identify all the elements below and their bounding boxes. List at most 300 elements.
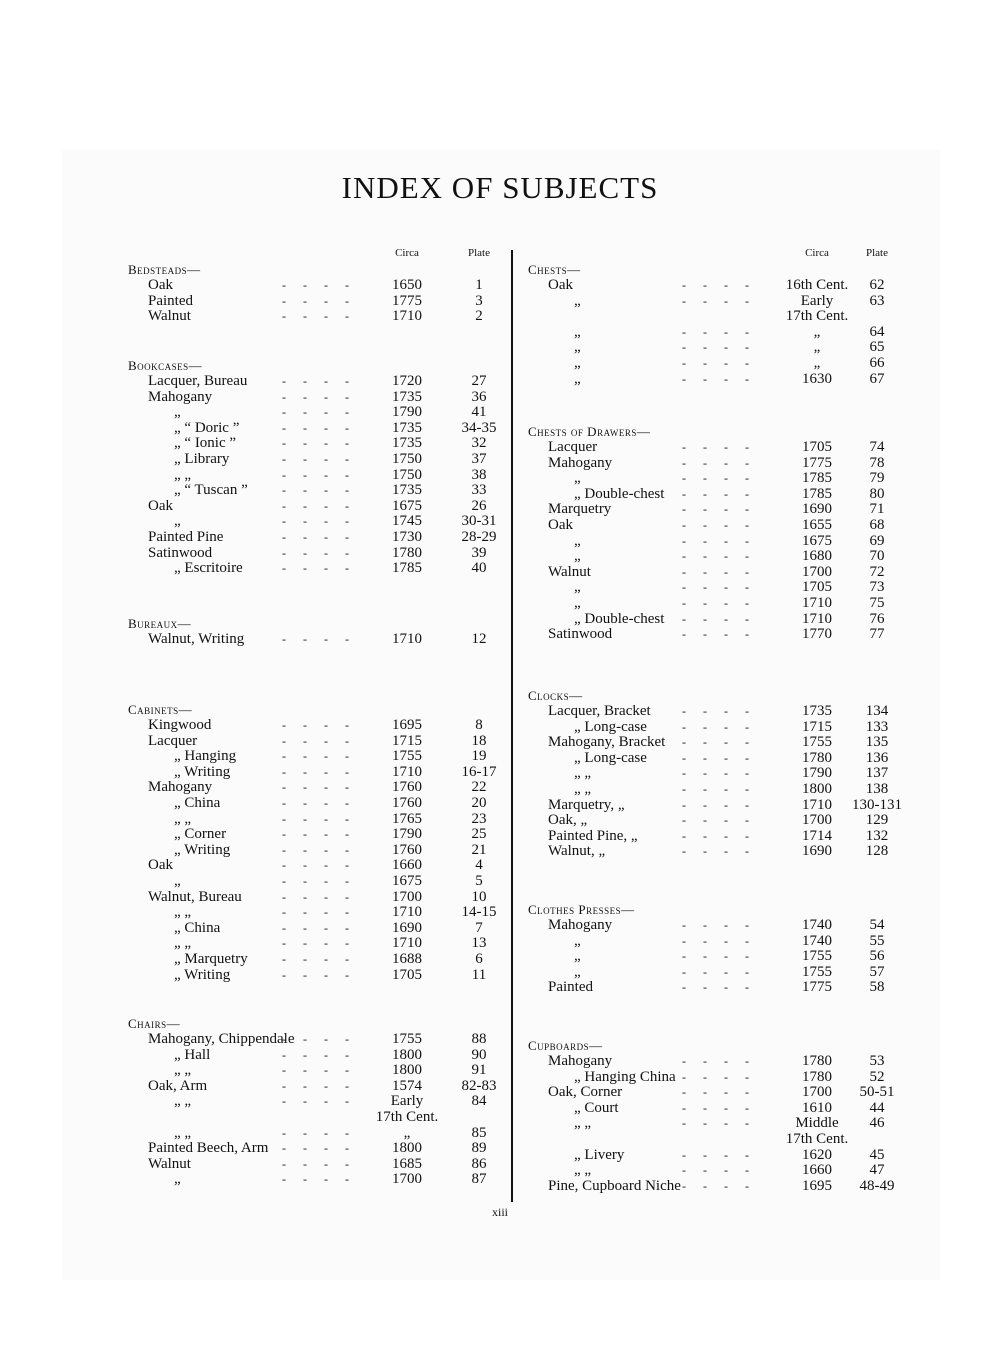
entry-circa: 1775 [802,979,832,996]
entry-circa: 1735 [392,435,422,452]
index-entry [128,278,506,294]
entry-circa: 1695 [392,717,422,733]
section-title: Bureaux— [128,616,192,631]
entry-label: Walnut [148,1155,191,1172]
index-entry [128,390,506,406]
entry-label: Mahogany [548,454,613,471]
entry-circa: Middle [795,1115,839,1132]
leader-dashes: - - - - [682,1163,756,1178]
leader-dashes: - - - - [682,340,756,355]
circa-header: Circa [395,247,419,259]
entry-plate: 79 [869,470,885,487]
entry-circa: 1705 [802,579,832,596]
leader-dashes: - - - - [282,889,356,904]
entry-plate: 56 [869,948,885,965]
leader-dashes: - - - - [682,293,756,308]
index-section [528,424,906,643]
entry-label: Painted [148,292,193,309]
index-entry [528,372,906,388]
entry-plate: 68 [869,516,885,533]
leader-dashes: - - - - [282,764,356,779]
index-entry [128,514,506,530]
leader-dashes: - - - - [282,733,356,748]
entry-plate: 67 [869,370,885,387]
circa-header: Circa [805,247,829,259]
leader-dashes: - - - - [682,918,756,932]
entry-label: Lacquer [548,439,598,455]
entry-label: „ [574,548,581,565]
index-entry [128,561,506,577]
entry-label: Lacquer [148,732,198,749]
entry-plate: 28-29 [461,528,497,545]
entry-circa: 1755 [392,1031,422,1047]
leader-dashes: - - - - [282,1156,356,1171]
entry-label: „ „ [174,935,192,952]
column-divider [511,250,513,1202]
leader-dashes: - - - - [682,797,756,812]
entry-label: „ „ [174,810,192,827]
index-entry [128,530,506,546]
index-entry [128,421,506,437]
index-entry [128,1110,506,1126]
entry-circa: 1780 [802,749,832,766]
entry-circa: 1790 [802,765,832,782]
column-header [528,246,906,260]
entry-label: „ [174,404,181,421]
entry-label: Marquetry, „ [548,796,625,813]
entry-label: Kingwood [148,717,212,733]
entry-plate: 90 [471,1046,487,1063]
index-entry [128,452,506,468]
leader-dashes: - - - - [682,440,756,454]
entry-label: „ Long-case [574,749,647,766]
entry-plate: 53 [869,1053,885,1069]
index-entry [128,632,506,648]
leader-dashes: - - - - [682,933,756,948]
entry-label: „ Escritoire [174,560,243,577]
index-entry [128,890,506,906]
entry-plate: 87 [471,1171,487,1188]
entry-circa: 1785 [802,485,832,502]
index-entry [528,766,906,782]
entry-plate: 46 [869,1115,885,1132]
entry-circa: 1675 [802,532,832,549]
section-title: Clocks— [528,688,583,703]
entry-label: „ „ [574,780,592,797]
entry-label: Oak [548,516,573,533]
index-entry [128,905,506,921]
index-entry [128,718,506,734]
entry-plate: 44 [869,1099,885,1116]
entry-plate: 7 [475,919,483,936]
entry-label: Mahogany, Bracket [548,734,666,751]
entry-circa: 1735 [392,482,422,499]
entry-label: „ Writing [174,763,231,780]
entry-plate: 16-17 [461,763,497,780]
leader-dashes: - - - - [282,514,356,529]
entry-label: Oak, „ [548,812,588,829]
index-entry [128,1048,506,1064]
entry-circa: 1780 [802,1068,832,1085]
leader-dashes: - - - - [682,704,756,718]
entry-label: „ [574,579,581,596]
entry-label: „ “ Doric ” [174,419,240,436]
entry-plate: 41 [471,404,487,421]
entry-circa: 1800 [392,1046,422,1063]
leader-dashes: - - - - [282,451,356,466]
entry-circa: 1760 [392,841,422,858]
entry-label: Lacquer, Bracket [548,703,651,719]
entry-circa: 1760 [392,794,422,811]
entry-circa: 1710 [392,308,422,325]
entry-plate: 128 [865,843,889,860]
index-section [528,262,906,387]
entry-label: „ Hanging China [574,1068,676,1085]
leader-dashes: - - - - [682,735,756,750]
entry-label: Mahogany [148,779,213,796]
entry-plate: 47 [869,1162,885,1179]
entry-circa: 1700 [802,812,832,829]
entry-plate: 135 [865,734,889,751]
entry-plate: 10 [471,888,487,905]
leader-dashes: - - - - [282,278,356,292]
leader-dashes: - - - - [282,1032,356,1046]
leader-dashes: - - - - [682,844,756,859]
entry-circa: 17th Cent. [375,1108,439,1125]
entry-plate: 2 [475,308,483,325]
leader-dashes: - - - - [682,595,756,610]
entry-label: „ [574,948,581,965]
entry-plate: 64 [869,323,885,340]
leader-dashes: - - - - [282,389,356,404]
entry-circa: 1655 [802,516,832,533]
entry-plate: 40 [471,560,487,577]
index-entry [528,456,906,472]
leader-dashes: - - - - [282,483,356,498]
index-section [128,702,506,983]
index-entry [128,309,506,325]
index-entry [528,844,906,860]
entry-plate: 70 [869,548,885,565]
entry-label: Oak, Corner [548,1084,623,1101]
entry-circa: 1800 [392,1140,422,1157]
entry-plate: 8 [475,717,483,733]
entry-plate: 82-83 [461,1077,497,1094]
entry-label: „ „ [574,1115,592,1132]
entry-plate: 74 [869,439,885,455]
column-header [128,246,506,260]
leader-dashes: - - - - [282,936,356,951]
entry-label: „ [174,1171,181,1188]
entry-label: „ „ [174,1093,192,1110]
index-entry [528,487,906,503]
leader-dashes: - - - - [282,1063,356,1078]
entry-circa: 1690 [802,843,832,860]
index-entry [128,1063,506,1079]
entry-plate: 50-51 [859,1084,895,1101]
page-number: xiii [491,1205,508,1219]
entry-label: Oak [148,277,173,293]
entry-label: „ [174,513,181,530]
entry-label: „ Double-chest [574,610,665,627]
entry-plate: 48-49 [859,1177,895,1194]
index-section [528,688,906,860]
leader-dashes: - - - - [282,951,356,966]
entry-label: „ Hanging [174,748,237,765]
entry-circa: 1680 [802,548,832,565]
entry-plate: 26 [471,497,487,514]
entry-circa: 1720 [392,373,422,389]
entry-circa: 1750 [392,450,422,467]
leader-dashes: - - - - [682,750,756,765]
index-entry [528,918,906,934]
index-section [528,1038,906,1194]
leader-dashes: - - - - [682,627,756,642]
leader-dashes: - - - - [682,719,756,734]
leader-dashes: - - - - [282,632,356,646]
entry-plate: 86 [471,1155,487,1172]
entry-plate: 5 [475,872,483,889]
entry-label: Painted Beech, Arm [148,1140,269,1157]
leader-dashes: - - - - [682,766,756,781]
index-entry [528,1054,906,1070]
entry-circa: 1710 [392,935,422,952]
entry-label: Marquetry [548,501,612,518]
leader-dashes: - - - - [282,545,356,560]
entry-circa: „ [403,1124,411,1141]
entry-plate: 73 [869,579,885,596]
entry-label: „ Library [174,450,230,467]
right-column [528,246,906,1194]
entry-label: Walnut, „ [548,843,606,860]
leader-dashes: - - - - [682,580,756,595]
entry-label: „ Writing [174,966,231,983]
section-title: Cabinets— [128,702,193,717]
index-entry [128,843,506,859]
entry-plate: 1 [475,277,483,293]
leader-dashes: - - - - [282,436,356,451]
leader-dashes: - - - - [282,1172,356,1187]
entry-plate: 76 [869,610,885,627]
index-section [128,616,506,648]
leader-dashes: - - - - [682,1100,756,1115]
index-entry [528,949,906,965]
entry-plate: 133 [865,718,889,735]
entry-label: Mahogany, Chippendale [148,1031,295,1047]
leader-dashes: - - - - [682,278,756,292]
entry-circa: 1760 [392,779,422,796]
leader-dashes: - - - - [682,324,756,339]
page-title: INDEX OF SUBJECTS [341,170,659,205]
entry-label: Walnut, Bureau [148,888,242,905]
leader-dashes: - - - - [682,781,756,796]
leader-dashes: - - - - [282,467,356,482]
entry-plate: 20 [471,794,487,811]
entry-label: „ “ Ionic ” [174,435,237,452]
entry-label: Painted Pine, „ [548,827,638,844]
entry-label: „ China [174,919,221,936]
index-entry [528,980,906,996]
entry-circa: 16th Cent. [785,277,849,293]
index-entry [528,356,906,372]
entry-circa: 1700 [392,888,422,905]
leader-dashes: - - - - [682,964,756,979]
leader-dashes: - - - - [682,949,756,964]
entry-circa: 1715 [392,732,422,749]
leader-dashes: - - - - [682,533,756,548]
entry-label: „ Corner [174,826,227,843]
entry-plate: 38 [471,466,487,483]
entry-circa: 1705 [392,966,422,983]
entry-label: Lacquer, Bureau [148,373,248,389]
entry-label: „ Marquetry [174,950,248,967]
index-entry [128,436,506,452]
entry-plate: 65 [869,339,885,356]
entry-circa: 1750 [392,466,422,483]
entry-circa: 1690 [802,501,832,518]
index-entry [528,704,906,720]
entry-plate: 129 [865,812,889,829]
entry-circa: 1650 [392,277,422,293]
entry-plate: 39 [471,544,487,561]
leader-dashes: - - - - [282,1078,356,1093]
entry-plate: 4 [475,857,483,874]
leader-dashes: - - - - [682,1178,756,1193]
entry-plate: 84 [471,1093,487,1110]
entry-label: „ [574,354,581,371]
entry-label: „ “ Tuscan ” [174,482,248,499]
entry-label: „ [574,532,581,549]
index-entry [528,735,906,751]
entry-circa: 1710 [392,631,422,647]
entry-circa: 17th Cent. [785,1130,849,1147]
index-entry [528,309,906,325]
entry-circa: 1690 [392,919,422,936]
plate-header: Plate [866,247,888,259]
section-title: Chests of Drawers— [528,424,651,439]
entry-plate: 22 [471,779,487,796]
index-entry [528,1132,906,1148]
entry-plate: 45 [869,1146,885,1163]
leader-dashes: - - - - [682,1069,756,1084]
left-column [128,246,506,1188]
leader-dashes: - - - - [282,780,356,795]
leader-dashes: - - - - [282,529,356,544]
leader-dashes: - - - - [682,502,756,517]
entry-circa: 1755 [802,948,832,965]
entry-plate: 75 [869,594,885,611]
index-entry [128,294,506,310]
entry-label: „ [574,370,581,387]
entry-label: „ Long-case [574,718,647,735]
leader-dashes: - - - - [282,1094,356,1109]
entry-circa: 1770 [802,626,832,643]
entry-plate: 91 [471,1062,487,1079]
index-entry [128,499,506,515]
leader-dashes: - - - - [682,980,756,995]
entry-circa: 1780 [802,1053,832,1069]
index-entry [528,294,906,310]
entry-circa: 1685 [392,1155,422,1172]
entry-circa: 1700 [802,563,832,580]
entry-circa: 1800 [802,780,832,797]
index-entry [128,1172,506,1188]
entry-circa: 1775 [802,454,832,471]
entry-circa: 1745 [392,513,422,530]
entry-circa: 1700 [802,1084,832,1101]
entry-label: „ Livery [574,1146,625,1163]
entry-circa: Early [390,1093,424,1110]
entry-circa: 1714 [802,827,832,844]
leader-dashes: - - - - [282,1125,356,1140]
entry-label: Walnut [548,563,591,580]
entry-circa: 1710 [802,594,832,611]
index-section [128,262,506,325]
entry-plate: 62 [869,277,885,293]
entry-circa: 1735 [802,703,832,719]
entry-label: Painted Pine [148,528,224,545]
entry-circa: 1740 [802,932,832,949]
entry-circa: „ [813,323,821,340]
index-section [128,358,506,577]
index-entry [128,749,506,765]
leader-dashes: - - - - [282,309,356,324]
leader-dashes: - - - - [282,293,356,308]
entry-circa: 17th Cent. [785,308,849,325]
leader-dashes: - - - - [282,967,356,982]
index-entry [128,936,506,952]
entry-circa: 1675 [392,872,422,889]
entry-plate: 25 [471,826,487,843]
entry-circa: 1620 [802,1146,832,1163]
leader-dashes: - - - - [282,561,356,576]
index-entry [128,765,506,781]
entry-circa: 1710 [802,796,832,813]
section-title: Chairs— [128,1016,181,1031]
entry-plate: 23 [471,810,487,827]
entry-plate: 132 [865,827,889,844]
entry-plate: 18 [471,732,487,749]
entry-plate: 136 [865,749,889,766]
leader-dashes: - - - - [282,842,356,857]
entry-plate: 52 [869,1068,885,1085]
plate-header: Plate [468,247,490,259]
entry-label: „ [574,339,581,356]
index-entry [528,1085,906,1101]
index-entry [128,1157,506,1173]
entry-label: „ China [174,794,221,811]
index-entry [528,518,906,534]
entry-circa: 1735 [392,419,422,436]
leader-dashes: - - - - [682,549,756,564]
entry-plate: 54 [869,917,885,933]
entry-label: Mahogany [548,1053,613,1069]
entry-plate: 21 [471,841,487,858]
entry-label: Walnut [148,308,191,325]
section-title: Bedsteads— [128,262,201,277]
entry-label: Pine, Cupboard Niche [548,1177,681,1194]
entry-plate: 66 [869,354,885,371]
entry-circa: 1755 [802,963,832,980]
entry-plate: 137 [865,765,889,782]
entry-label: „ „ [574,765,592,782]
entry-label: „ „ [574,1162,592,1179]
entry-circa: 1700 [392,1171,422,1188]
leader-dashes: - - - - [682,1054,756,1068]
entry-label: „ [574,323,581,340]
entry-label: „ [574,470,581,487]
index-entry [528,798,906,814]
